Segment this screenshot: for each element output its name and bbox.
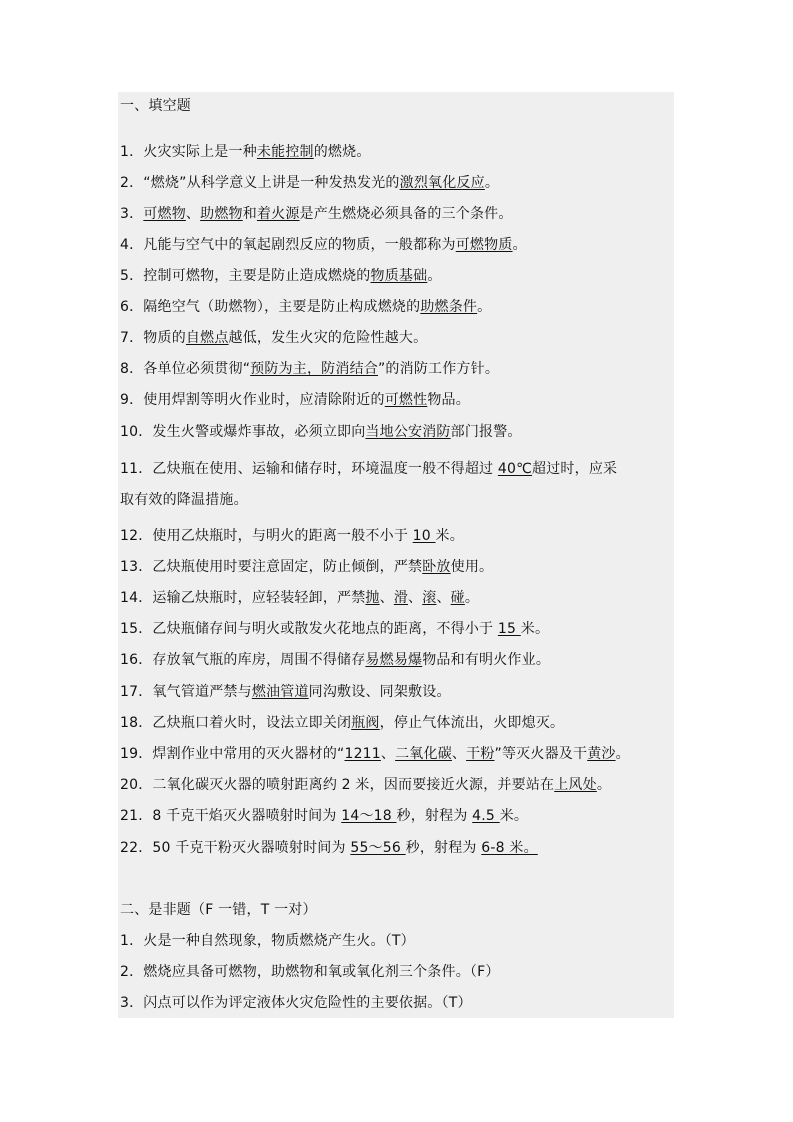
answer-blank: 助燃物 (200, 206, 243, 222)
question-text: 米。 (499, 808, 529, 824)
question-text: 13．乙炔瓶使用时要注意固定，防止倾倒，严禁 (120, 559, 423, 575)
question-text: 、 (379, 590, 394, 606)
true-false-item (120, 931, 415, 951)
answer-blank: 燃油管道 (251, 684, 309, 700)
fill-item (120, 235, 527, 255)
answer-blank: 助燃条件 (420, 299, 478, 315)
question-text: 11．乙炔瓶在使用、运输和储存时，环境温度一般不得超过 (120, 461, 498, 477)
true-false-item (120, 993, 472, 1013)
question-text: 部门报警。 (450, 424, 522, 440)
question-text: 物品。 (427, 392, 470, 408)
question-text: 取有效的降温措施。 (120, 492, 248, 508)
fill-item (120, 459, 617, 479)
fill-item (120, 713, 564, 733)
question-text: 。 (464, 590, 480, 606)
fill-item (120, 775, 611, 795)
answer-blank: 55～56 (350, 840, 406, 856)
fill-item (120, 422, 522, 442)
question-text: 22．50 千克干粉灭火器喷射时间为 (120, 840, 351, 856)
answer-blank: 黄沙 (587, 746, 616, 762)
question-text: 9．使用焊割等明火作业时，应清除附近的 (120, 392, 385, 408)
answer-blank: 滚 (422, 590, 437, 606)
fill-item (120, 359, 499, 379)
fill-item (120, 806, 528, 826)
answer-blank: 14～18 (341, 808, 397, 824)
answer-blank: 瓶阀 (351, 715, 380, 731)
question-text: 18．乙炔瓶口着火时，设法立即关闭 (120, 715, 352, 731)
question-text: 6．隔绝空气（助燃物），主要是防止构成燃烧的 (120, 299, 421, 315)
question-text: ”等灭火器及干 (494, 746, 588, 762)
question-text: 秒，射程为 (396, 808, 473, 824)
fill-item (120, 173, 499, 193)
answer-blank: 着火源 (256, 206, 300, 222)
answer-blank: 40℃ (497, 461, 533, 477)
question-text: ，停止气体流出，火即熄灭。 (379, 715, 565, 731)
question-text: 米。 (435, 528, 464, 544)
question-text: 。 (484, 175, 500, 191)
fill-item (120, 557, 493, 577)
section2-title: 二、是非题（F 一错，T 一对） (120, 902, 317, 918)
answer-blank: 上风处 (554, 777, 597, 793)
question-text: 和 (242, 206, 257, 222)
answer-blank: 可燃物 (143, 206, 186, 222)
answer-blank: 当地公安消防 (365, 424, 451, 440)
answer-blank: 易燃易爆 (365, 652, 423, 668)
question-text: 7．物质的 (120, 330, 186, 346)
question-text: 12．使用乙炔瓶时，与明火的距离一般不小于 (120, 528, 413, 544)
fill-item (120, 650, 550, 670)
fill-item (120, 838, 538, 858)
question-text: 2．燃烧应具备可燃物，助燃物和氧或氧化剂三个条件。（F） (120, 964, 500, 980)
fill-item (120, 390, 470, 410)
question-text: 的燃烧。 (313, 144, 371, 160)
true-false-item (120, 962, 500, 982)
question-text: 2．“燃烧”从科学意义上讲是一种发热发光的 (120, 175, 400, 191)
question-text: 越低，发生火灾的危险性越大。 (228, 330, 428, 346)
question-text: 19．焊割作业中常用的灭火器材的“ (120, 746, 345, 762)
question-text: 4．凡能与空气中的氧起剧烈反应的物质，一般都称为 (120, 237, 456, 253)
answer-blank: 二氧化碳 (395, 746, 452, 762)
question-text: 物品和有明火作业。 (422, 652, 551, 668)
answer-blank: 干粉 (466, 746, 495, 762)
fill-item-continuation (120, 490, 248, 510)
question-text: 、 (451, 746, 467, 762)
answer-blank: 碰 (450, 590, 465, 606)
section1-title: 一、填空题 (120, 98, 191, 114)
fill-item (120, 266, 442, 286)
fill-item (120, 526, 464, 546)
question-text: 14．运输乙炔瓶时，应轻装轻卸，严禁 (120, 590, 366, 606)
answer-blank: 抛 (365, 590, 380, 606)
question-text: 15．乙炔瓶储存间与明火或散发火花地点的距离，不得小于 (120, 621, 498, 637)
question-text: 、 (436, 590, 451, 606)
question-text: 是产生燃烧必须具备的三个条件。 (299, 206, 513, 222)
answer-blank: 自燃点 (185, 330, 229, 346)
question-text: 16．存放氧气瓶的库房，周围不得储存 (120, 652, 366, 668)
document-panel (118, 92, 674, 1018)
question-text: 21．8 千克干焰灭火器喷射时间为 (120, 808, 342, 824)
fill-item (120, 204, 513, 224)
fill-item (120, 142, 371, 162)
answer-blank: 卧放 (422, 559, 451, 575)
question-text: 、 (185, 206, 201, 222)
question-text: 3． (120, 206, 144, 222)
fill-item (120, 297, 491, 317)
answer-blank: 10 (412, 528, 436, 544)
question-text: 20．二氧化碳灭火器的喷射距离约 2 米，因而要接近火源，并要站在 (120, 777, 555, 793)
answer-blank: 4.5 (472, 808, 500, 824)
question-text: 。 (477, 299, 492, 315)
fill-item (120, 682, 451, 702)
answer-blank: 可燃物质 (455, 237, 513, 253)
question-text: 米。 (520, 621, 550, 637)
question-text: 使用。 (450, 559, 494, 575)
question-text: 、 (380, 746, 396, 762)
question-text: ”的消防工作方针。 (377, 361, 500, 377)
question-text: 10．发生火警或爆炸事故，必须立即向 (120, 424, 366, 440)
question-text: 、 (408, 590, 423, 606)
fill-item (120, 619, 549, 639)
answer-blank: 可燃性 (384, 392, 428, 408)
answer-blank: 激烈氧化反应 (399, 175, 485, 191)
question-text: 。 (427, 268, 442, 284)
question-text: 5．控制可燃物，主要是防止造成燃烧的 (120, 268, 371, 284)
answer-blank: 未能控制 (256, 144, 314, 160)
answer-blank: 15 (497, 621, 521, 637)
fill-item (120, 588, 479, 608)
question-text: 超过时，应采 (532, 461, 618, 477)
question-text: 1．火是一种自然现象，物质燃烧产生火。（T） (120, 933, 415, 949)
question-text: 。 (596, 777, 612, 793)
answer-blank: 滑 (393, 590, 409, 606)
question-text: 3．闪点可以作为评定液体火灾危险性的主要依据。（T） (120, 995, 472, 1011)
question-text: 1．火灾实际上是一种 (120, 144, 257, 160)
answer-blank: 预防为主，防消结合 (250, 361, 378, 377)
answer-blank: 1211 (344, 746, 381, 762)
answer-blank: 6-8 米。 (481, 840, 538, 856)
question-text: 8．各单位必须贯彻“ (120, 361, 251, 377)
question-text: 同沟敷设、同架敷设。 (308, 684, 451, 700)
question-text: 17．氧气管道严禁与 (120, 684, 252, 700)
fill-item (120, 328, 427, 348)
fill-item (120, 744, 630, 764)
question-text: 。 (512, 237, 527, 253)
question-text: 秒，射程为 (405, 840, 482, 856)
question-text: 。 (615, 746, 630, 762)
answer-blank: 物质基础 (370, 268, 428, 284)
